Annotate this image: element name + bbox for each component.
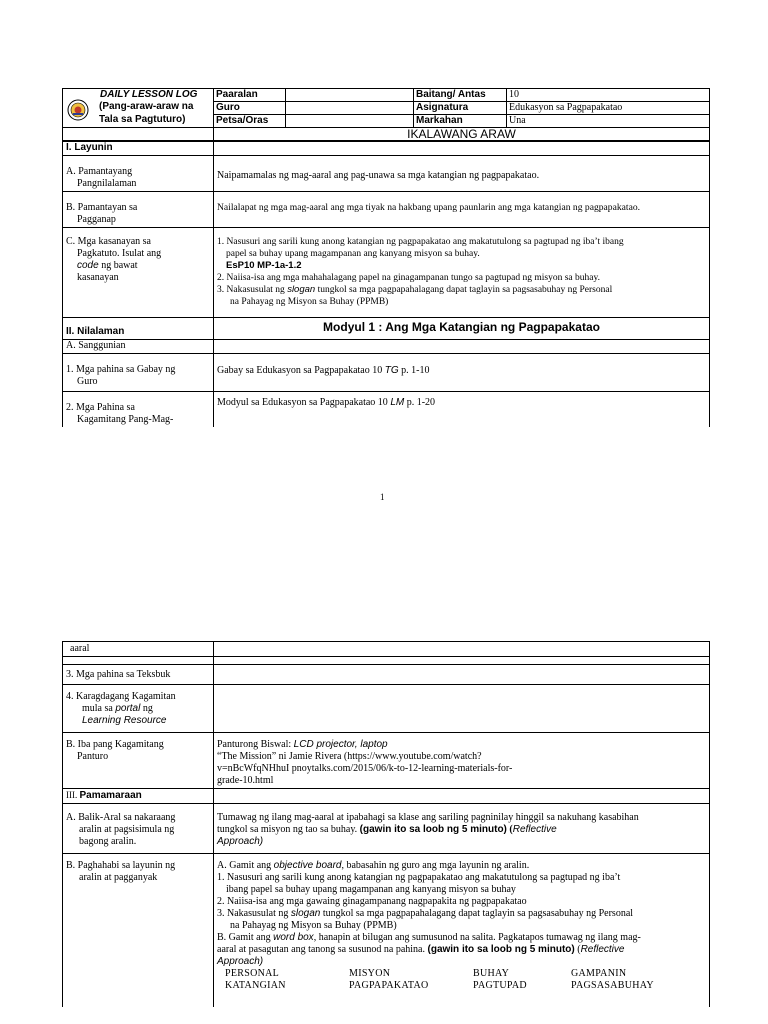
modyul-title: Modyul 1 : Ang Mga Katangian ng Pagpapakatao xyxy=(214,318,710,340)
dll-title-cell xyxy=(63,89,214,128)
petsa-label: Petsa/Oras xyxy=(214,115,286,128)
pagganap-text: Nailalapat ng mga mag-aaral ang mga tiyak na hakbang upang paunlarin ang mga katangian ng pagpapakatao. xyxy=(214,192,710,228)
petsa-value xyxy=(286,115,414,128)
kasanayan-label: C. Mga kasanayan sa Pagkatuto. Isulat ang code ng bawat kasanayan xyxy=(63,228,214,318)
dll-title: DAILY LESSON LOG xyxy=(100,89,198,100)
karagdagan-label: 4. Karagdagang Kagamitan mula sa portal ng Learning Resource xyxy=(63,685,214,733)
iba-text: Panturong Biswal: LCD projector, laptop “The Mission” ni Jamie Rivera (https://www.youtube.com/watch? v=nBcWfqNHhuI pnoytalks.com/2015/06/k-to-12-learning-materials-for- grade-10.html xyxy=(214,733,710,789)
paaralan-label: Paaralan xyxy=(214,89,286,102)
asignatura-label: Asignatura xyxy=(414,102,507,115)
pamamaraan-heading: III. Pamamaraan xyxy=(63,789,214,804)
dll-header-table xyxy=(62,88,710,142)
lesson-table-page2 xyxy=(62,641,710,1007)
iba-label: B. Iba pang Kagamitang Panturo xyxy=(63,733,214,789)
guro-value xyxy=(286,102,414,115)
balik-text: Tumawag ng ilang mag-aaral at ipabahagi sa klase ang sariling pagninilay hinggil sa nakuhang kasabihan tungkol sa misyon ng tao sa buhay. (gawin ito sa loob ng 5 minuto) (Reflective Approach) xyxy=(214,804,710,854)
lesson-table-page1 xyxy=(62,140,710,427)
nilalaman-heading: II. Nilalaman xyxy=(63,318,214,340)
kasanayan-code: EsP10 MP-1a-1.2 xyxy=(226,260,302,271)
word-box-word: GAMPANIN xyxy=(571,968,627,979)
pamantayang-text: Naipamamalas ng mag-aaral ang pag-unawa sa mga katangian ng pagpapakatao. xyxy=(214,156,710,192)
page-number: 1 xyxy=(380,492,385,502)
word-box-word: PAGTUPAD xyxy=(473,980,527,991)
paghahabi-label: B. Paghahabi sa layunin ng aralin at pagganyak xyxy=(63,854,214,1007)
deped-seal-icon xyxy=(67,99,89,121)
word-box-word: PAGSASABUHAY xyxy=(571,980,654,991)
asignatura-value: Edukasyon sa Pagpapakatao xyxy=(507,102,710,115)
word-box-word: MISYON xyxy=(349,968,391,979)
pagganap-label: B. Pamantayan sa Pagganap xyxy=(63,192,214,228)
baitang-label: Baitang/ Antas xyxy=(414,89,507,102)
kagamitan-label: 2. Mga Pahina sa Kagamitang Pang-Mag- xyxy=(63,392,214,428)
word-box-row-2 xyxy=(217,980,706,992)
kagamitan-text: Modyul sa Edukasyon sa Pagpapakatao 10 LM p. 1-20 xyxy=(214,392,710,428)
dll-subtitle-2: Tala sa Pagtuturo) xyxy=(99,114,186,125)
word-box-word: PAGPAPAKATAO xyxy=(349,980,429,991)
guro-label: Guro xyxy=(214,102,286,115)
teksbuk-label: 3. Mga pahina sa Teksbuk xyxy=(63,665,214,685)
paghahabi-text: A. Gamit ang objective board, babasahin ng guro ang mga layunin ng aralin. 1. Nasusuri ang sarili kung anong katangian ng pagpapakatao ang makatutulong sa pagtupad ng iba’t ibang papel sa buhay upang magampanan ang kanyang misyon sa buhay 2. Naiisa-isa ang mga gawaing ginagampanang nagpapakita ng pagpapakatao 3. Nakasusulat ng slogan tungkol sa mga pagpapahalagang dapat taglayin sa pagsasabuhay ng Personal na Pahayag ng Misyon sa Buhay (PPMB) B. Gamit ang word box, hanapin at bilugan ang sumusunod na salita. Pagkatapos tumawag ng ilang mag- aaral at pasagutan ang tanong sa susunod na pahina. (gawin ito sa loob ng 5 minuto) (Reflective Approach) PERSONAL MISYON BUHAY GAMPANIN KATANGIAN PAGPAPAKATAO PAGTUPAD PAGSASABUHAY xyxy=(214,854,710,1007)
word-box-word: PERSONAL xyxy=(225,968,280,979)
sanggunian-label: A. Sanggunian xyxy=(63,340,214,354)
pamantayang-label: A. Pamantayang Pangnilalaman xyxy=(63,156,214,192)
word-box-word: KATANGIAN xyxy=(225,980,286,991)
word-box-row-1 xyxy=(217,968,706,980)
markahan-label: Markahan xyxy=(414,115,507,128)
day-heading: IKALAWANG ARAW xyxy=(214,128,710,142)
baitang-value: 10 xyxy=(507,89,710,102)
paaralan-value xyxy=(286,89,414,102)
balik-label: A. Balik-Aral sa nakaraang aralin at pagsisimula ng bagong aralin. xyxy=(63,804,214,854)
markahan-value: Una xyxy=(507,115,710,128)
word-box-word: BUHAY xyxy=(473,968,510,979)
kasanayan-text: 1. Nasusuri ang sarili kung anong katangian ng pagpapakatao ang makatutulong sa pagtupad ng iba’t ibang papel sa buhay upang magampanan ang kanyang misyon sa buhay. EsP10 MP-1a-1.2 2. Naiisa-isa ang mga mahahalagang papel na ginagampanan tungo sa pagtupad ng misyon sa buhay. 3. Nakasusulat ng slogan tungkol sa mga pagpapahalagang dapat taglayin sa pagsasabuhay ng Personal na Pahayag ng Misyon sa Buhay (PPMB) xyxy=(214,228,710,318)
layunin-heading: I. Layunin xyxy=(63,141,214,156)
gabay-label: 1. Mga pahina sa Gabay ng Guro xyxy=(63,354,214,392)
aaral-label: aaral xyxy=(63,642,214,657)
dll-subtitle-1: (Pang-araw-araw na xyxy=(99,101,194,112)
gabay-text: Gabay sa Edukasyon sa Pagpapakatao 10 TG p. 1-10 xyxy=(214,354,710,392)
